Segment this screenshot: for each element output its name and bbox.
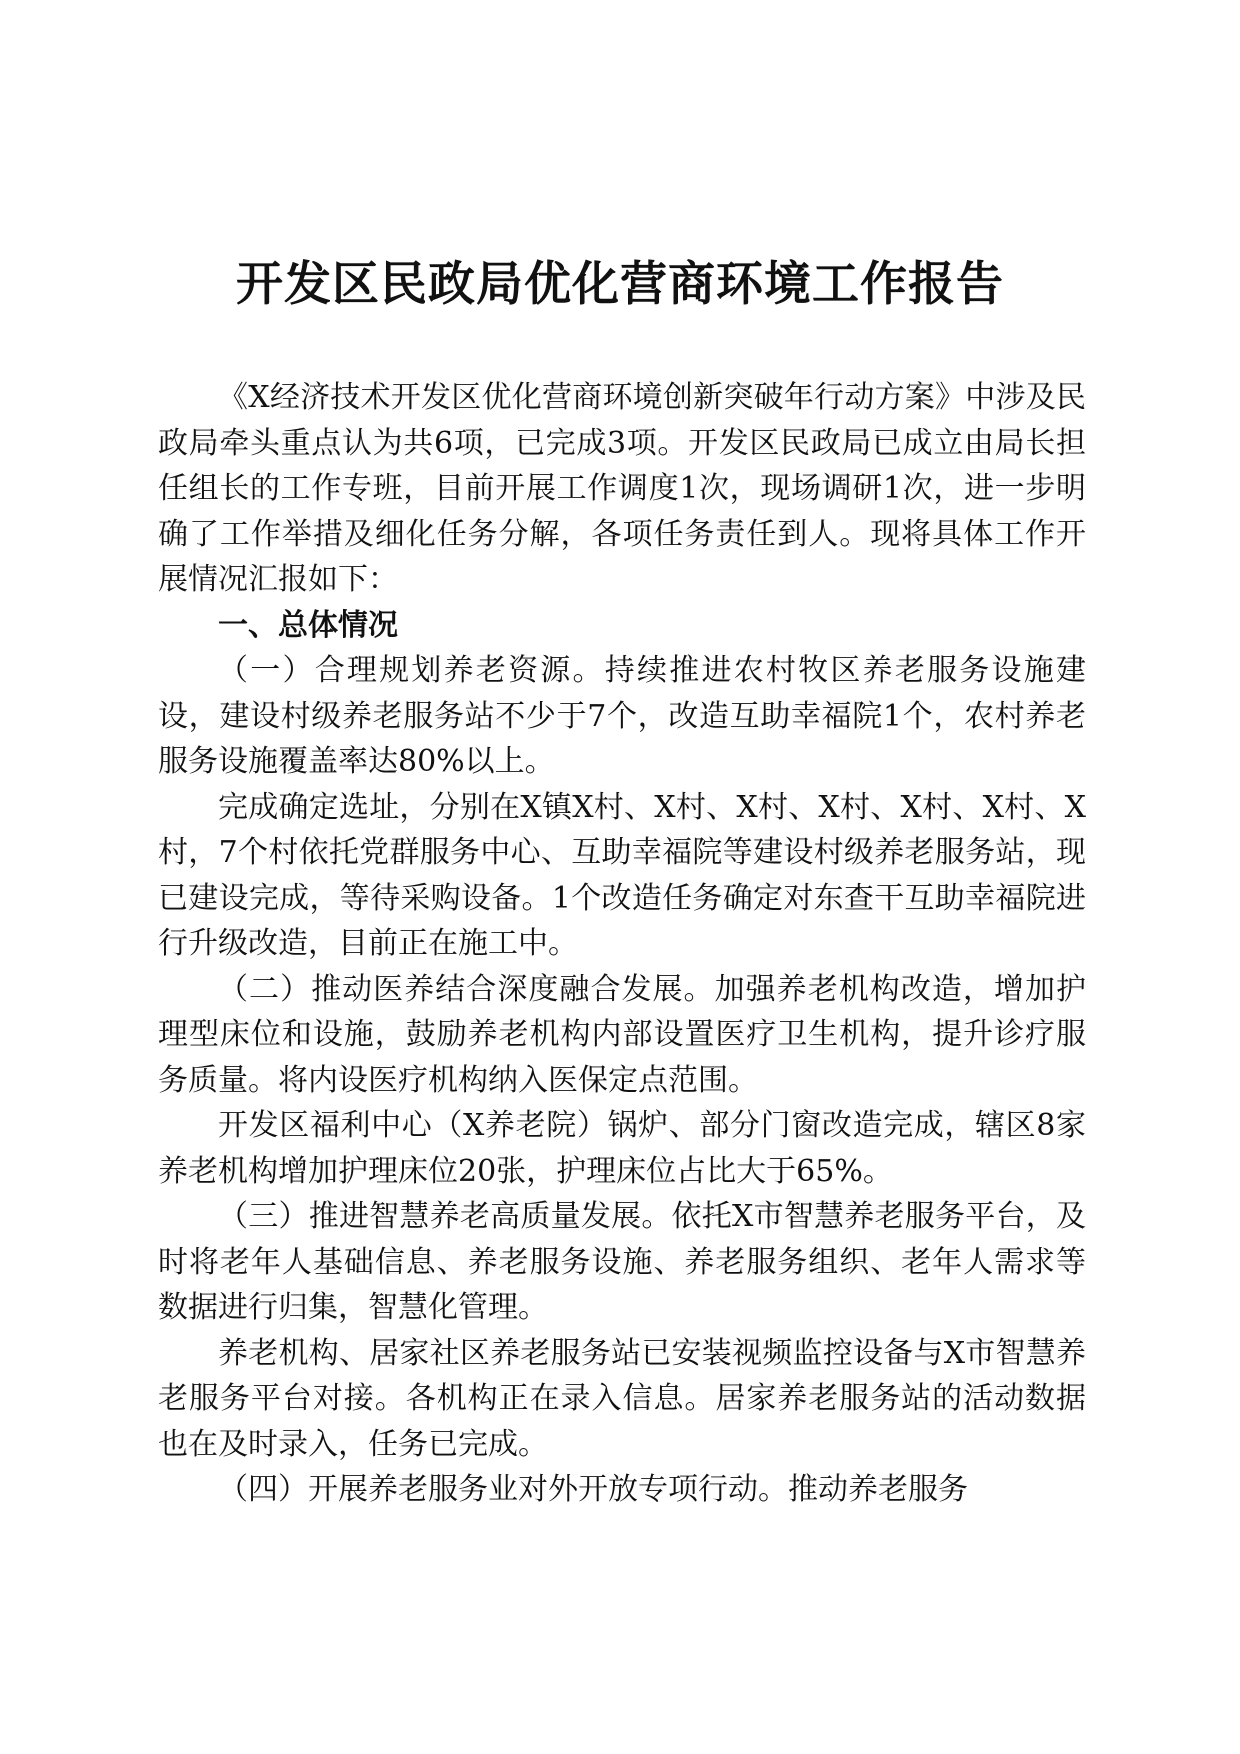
subsection-3-detail-paragraph: 养老机构、居家社区养老服务站已安装视频监控设备与X市智慧养老服务平台对接。各机构正在录入信息。居家养老服务站的活动数据也在及时录入，任务已完成。 — [158, 1335, 1086, 1462]
document-body — [158, 375, 1086, 1513]
intro-paragraph: 《X经济技术开发区优化营商环境创新突破年行动方案》中涉及民政局牵头重点认为共6项，已完成3项。开发区民政局已成立由局长担任组长的工作专班，目前开展工作调度1次，现场调研1次，进一步明确了工作举措及细化任务分解，各项任务责任到人。现将具体工作开展情况汇报如下： — [158, 380, 1086, 597]
section-heading-overview: 一、总体情况 — [218, 607, 398, 643]
document-title: 开发区民政局优化营商环境工作报告 — [236, 257, 1004, 312]
subsection-4-paragraph: （四）开展养老服务业对外开放专项行动。推动养老服务 — [218, 1472, 968, 1507]
subsection-1-paragraph: （一）合理规划养老资源。持续推进农村牧区养老服务设施建设，建设村级养老服务站不少于7个，改造互助幸福院1个，农村养老服务设施覆盖率达80%以上。 — [158, 653, 1086, 779]
subsection-3-paragraph: （三）推进智慧养老高质量发展。依托X市智慧养老服务平台，及时将老年人基础信息、养老服务设施、养老服务组织、老年人需求等数据进行归集，智慧化管理。 — [158, 1199, 1086, 1325]
subsection-2-paragraph: （二）推动医养结合深度融合发展。加强养老机构改造，增加护理型床位和设施，鼓励养老机构内部设置医疗卫生机构，提升诊疗服务质量。将内设医疗机构纳入医保定点范围。 — [158, 971, 1086, 1098]
subsection-1-detail-paragraph: 完成确定选址，分别在X镇X村、X村、X村、X村、X村、X村、X村，7个村依托党群服务中心、互助幸福院等建设村级养老服务站，现已建设完成，等待采购设备。1个改造任务确定对东查干互助幸福院进行升级改造，目前正在施工中。 — [158, 789, 1086, 961]
subsection-2-detail-paragraph: 开发区福利中心（X养老院）锅炉、部分门窗改造完成，辖区8家养老机构增加护理床位20张，护理床位占比大于65%。 — [158, 1108, 1086, 1189]
